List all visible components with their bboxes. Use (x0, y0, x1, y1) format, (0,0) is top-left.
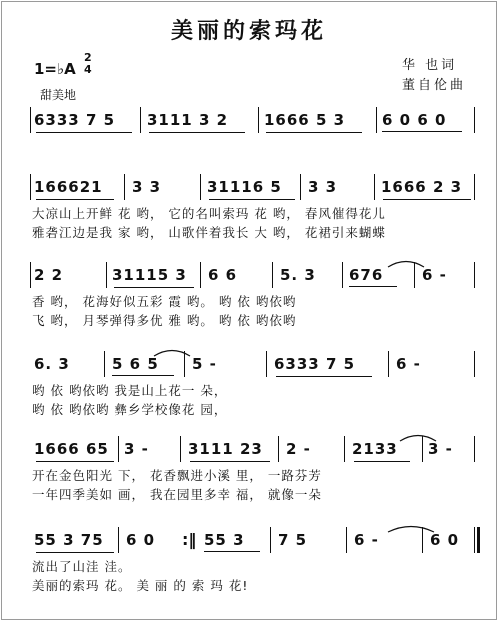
barline (374, 174, 375, 200)
tempo-mood: 甜美地 (40, 88, 77, 102)
barline (376, 107, 377, 133)
measure-2-notes: 31115 3 (112, 264, 196, 286)
measure-2-notes: 5 6 5 (112, 353, 174, 376)
measure-4-notes: 2 - (286, 440, 311, 458)
barline (30, 174, 31, 200)
barline (200, 174, 201, 200)
measure-4-notes: 3 3 (308, 178, 338, 196)
barline (422, 436, 423, 462)
measure-5-notes: 6 - (396, 355, 421, 373)
barline (422, 527, 423, 553)
barline (104, 351, 105, 377)
barline (124, 174, 125, 200)
barline (474, 107, 475, 133)
lyric-line-2: 哟 依 哟依哟 彝乡学校像花 园， (32, 402, 228, 417)
lyric-line-1: 开在金色阳光 下， 花香飘进小溪 里， 一路芬芳 (32, 468, 322, 483)
barline (200, 262, 201, 288)
measure-1-notes: 55 3 75 (34, 529, 116, 551)
measure-1-notes: 6. 3 (34, 355, 70, 373)
measure-3-notes: 6 6 (208, 266, 238, 284)
final-barline-thick (477, 527, 480, 553)
measure-1-notes: 2 2 (34, 266, 64, 284)
time-signature-bottom: 4 (84, 63, 92, 76)
barline (344, 436, 345, 462)
barline (346, 527, 347, 553)
measure-6-notes: 6 - (422, 266, 447, 284)
barline (180, 436, 181, 462)
lyric-line-2: 雅砻江边是我 家 哟， 山歌伴着我长 大 哟， 花裙引来蝴蝶 (32, 225, 386, 240)
tie-arc (386, 523, 436, 533)
lyric-line-2: 飞 哟， 月琴弹得多优 雅 哟。 哟 依 哟依哟 (32, 313, 297, 328)
time-signature (84, 52, 92, 76)
barline (474, 174, 475, 200)
measure-5-notes: 676 (349, 264, 397, 287)
system-5-notes (2, 438, 497, 462)
barline (342, 262, 343, 288)
measure-5-notes: 2133 (352, 438, 412, 460)
barline (118, 527, 119, 553)
system-4-notes (2, 353, 497, 377)
measure-4-notes: 6 0 6 0 (382, 109, 462, 132)
measure-3-notes: 1666 5 3 (264, 109, 364, 131)
measure-6-notes: 6 0 (430, 531, 460, 549)
measure-1-notes: 6333 7 5 (34, 109, 134, 131)
measure-3-notes: 55 3 (204, 529, 260, 552)
measure-5-notes: 6 - (354, 531, 379, 549)
system-3-notes (2, 264, 497, 288)
barline (272, 262, 273, 288)
measure-4-notes: 6333 7 5 (274, 353, 374, 375)
system-1-notes (2, 109, 497, 133)
lyric-line-2: 美丽的索玛 花。 美 丽 的 索 玛 花! (32, 578, 249, 593)
measure-5-notes: 1666 2 3 (381, 176, 473, 198)
barline (474, 351, 475, 377)
barline (30, 262, 31, 288)
barline (388, 351, 389, 377)
measure-6-notes: 3 - (428, 440, 453, 458)
system-6-notes (2, 529, 497, 553)
barline (300, 174, 301, 200)
lyric-line-2: 一年四季美如 画， 我在园里多幸 福， 就像一朵 (32, 487, 322, 502)
measure-3-notes: 3111 23 (188, 438, 272, 460)
measure-4-notes: 5. 3 (280, 266, 316, 284)
barline (258, 107, 259, 133)
tie-arc (386, 258, 426, 268)
barline (106, 262, 107, 288)
sheet-music-page (1, 1, 497, 620)
barline (270, 527, 271, 553)
lyric-line-1: 哟 依 哟依哟 我是山上花一 朵， (32, 383, 228, 398)
song-title: 美丽的索玛花 (170, 19, 327, 44)
barline (278, 436, 279, 462)
measure-2-notes: 3 3 (132, 178, 162, 196)
measure-2-notes: 6 0 (126, 531, 156, 549)
measure-2-notes: 3 - (124, 440, 149, 458)
barline (140, 107, 141, 133)
barline (474, 262, 475, 288)
system-2-notes (2, 176, 497, 200)
tie-arc (152, 347, 192, 357)
barline (474, 436, 475, 462)
measure-4-notes: 7 5 (278, 531, 308, 549)
key-signature: 1=♭A (34, 60, 76, 78)
lyric-line-1: 香 哟， 花海好似五彩 霞 哟。 哟 依 哟依哟 (32, 294, 297, 309)
lyric-line-1: 流出了山洼 洼。 (32, 559, 132, 574)
final-barline-thin (474, 527, 475, 553)
repeat-sign: :‖ (182, 530, 197, 549)
lyricist-credit: 华 也词 (402, 58, 458, 73)
measure-1-notes: 166621 (34, 176, 116, 198)
measure-2-notes: 3111 3 2 (147, 109, 247, 131)
measure-1-notes: 1666 65 (34, 438, 116, 460)
barline (266, 351, 267, 377)
barline (118, 436, 119, 462)
measure-3-notes: 31116 5 (207, 176, 297, 198)
time-signature-top: 2 (84, 51, 92, 64)
barline (414, 262, 415, 288)
composer-credit: 董自伦曲 (402, 78, 467, 93)
barline (184, 351, 185, 377)
measure-3-notes: 5 - (192, 355, 217, 373)
barline (30, 107, 31, 133)
lyric-line-1: 大凉山上开鲜 花 哟， 它的名叫索玛 花 哟， 春风催得花儿 (32, 206, 386, 221)
